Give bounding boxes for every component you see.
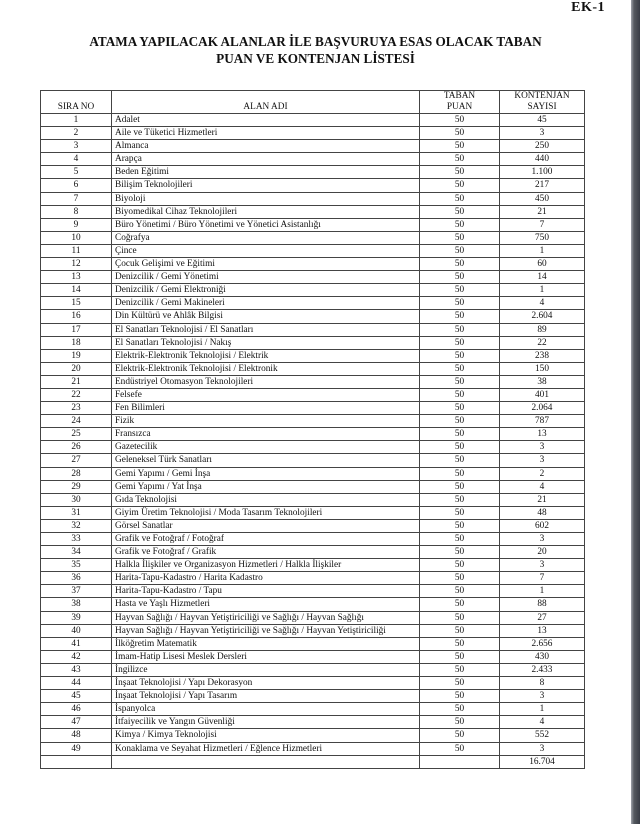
header-kontenjan-line2: SAYISI bbox=[527, 102, 557, 112]
row-kontenjan: 3 bbox=[500, 454, 585, 467]
row-sira-no: 48 bbox=[41, 729, 112, 742]
row-sira-no: 18 bbox=[41, 336, 112, 349]
table-row bbox=[41, 218, 585, 231]
row-alan-adi: İngilizce bbox=[112, 663, 420, 676]
row-kontenjan: 2.604 bbox=[500, 310, 585, 323]
table-row bbox=[41, 388, 585, 401]
row-taban-puan: 50 bbox=[420, 677, 500, 690]
table-row bbox=[41, 441, 585, 454]
row-taban-puan: 50 bbox=[420, 205, 500, 218]
table-row bbox=[41, 585, 585, 598]
table-row bbox=[41, 271, 585, 284]
row-alan-adi: Gıda Teknolojisi bbox=[112, 493, 420, 506]
row-kontenjan: 3 bbox=[500, 127, 585, 140]
row-sira-no: 22 bbox=[41, 388, 112, 401]
table-row bbox=[41, 244, 585, 257]
row-sira-no: 32 bbox=[41, 519, 112, 532]
table-row bbox=[41, 650, 585, 663]
row-kontenjan: 14 bbox=[500, 271, 585, 284]
header-alan-adi: ALAN ADI bbox=[112, 91, 420, 114]
row-sira-no: 14 bbox=[41, 284, 112, 297]
row-kontenjan: 3 bbox=[500, 533, 585, 546]
row-sira-no: 46 bbox=[41, 703, 112, 716]
row-sira-no: 42 bbox=[41, 650, 112, 663]
row-alan-adi: Coğrafya bbox=[112, 231, 420, 244]
row-alan-adi: Fransızca bbox=[112, 428, 420, 441]
row-alan-adi: İtfaiyecilik ve Yangın Güvenliği bbox=[112, 716, 420, 729]
table-row bbox=[41, 402, 585, 415]
row-kontenjan: 440 bbox=[500, 153, 585, 166]
row-sira-no: 34 bbox=[41, 546, 112, 559]
row-sira-no: 20 bbox=[41, 362, 112, 375]
row-alan-adi: İnşaat Teknolojisi / Yapı Dekorasyon bbox=[112, 677, 420, 690]
row-sira-no: 47 bbox=[41, 716, 112, 729]
row-kontenjan: 48 bbox=[500, 506, 585, 519]
table-row bbox=[41, 637, 585, 650]
table-row bbox=[41, 323, 585, 336]
row-kontenjan: 7 bbox=[500, 218, 585, 231]
row-taban-puan: 50 bbox=[420, 231, 500, 244]
row-alan-adi: İspanyolca bbox=[112, 703, 420, 716]
row-taban-puan: 50 bbox=[420, 480, 500, 493]
row-alan-adi: Hayvan Sağlığı / Hayvan Yetiştiriciliği ve Sağlığı / Hayvan Yetiştiriciliği bbox=[112, 624, 420, 637]
row-alan-adi: Geleneksel Türk Sanatları bbox=[112, 454, 420, 467]
row-sira-no: 13 bbox=[41, 271, 112, 284]
row-sira-no: 1 bbox=[41, 114, 112, 127]
table-row bbox=[41, 127, 585, 140]
row-sira-no: 43 bbox=[41, 663, 112, 676]
row-sira-no: 4 bbox=[41, 153, 112, 166]
row-kontenjan: 20 bbox=[500, 546, 585, 559]
row-kontenjan: 3 bbox=[500, 441, 585, 454]
row-alan-adi: Denizcilik / Gemi Yönetimi bbox=[112, 271, 420, 284]
row-sira-no: 23 bbox=[41, 402, 112, 415]
row-kontenjan: 1 bbox=[500, 703, 585, 716]
table-row bbox=[41, 611, 585, 624]
row-taban-puan: 50 bbox=[420, 218, 500, 231]
table-row bbox=[41, 559, 585, 572]
row-kontenjan: 21 bbox=[500, 493, 585, 506]
row-kontenjan: 4 bbox=[500, 480, 585, 493]
row-taban-puan: 50 bbox=[420, 114, 500, 127]
row-taban-puan: 50 bbox=[420, 402, 500, 415]
row-kontenjan: 401 bbox=[500, 388, 585, 401]
row-alan-adi: Denizcilik / Gemi Makineleri bbox=[112, 297, 420, 310]
table-row bbox=[41, 624, 585, 637]
table-row bbox=[41, 336, 585, 349]
row-sira-no: 45 bbox=[41, 690, 112, 703]
row-kontenjan: 1 bbox=[500, 585, 585, 598]
row-taban-puan: 50 bbox=[420, 349, 500, 362]
row-alan-adi: Kimya / Kimya Teknolojisi bbox=[112, 729, 420, 742]
table-row bbox=[41, 114, 585, 127]
row-sira-no: 12 bbox=[41, 258, 112, 271]
table-row bbox=[41, 519, 585, 532]
row-alan-adi: El Sanatları Teknolojisi / Nakış bbox=[112, 336, 420, 349]
table-row bbox=[41, 467, 585, 480]
table-row bbox=[41, 716, 585, 729]
row-sira-no: 6 bbox=[41, 179, 112, 192]
table-row bbox=[41, 493, 585, 506]
table-row bbox=[41, 506, 585, 519]
row-taban-puan: 50 bbox=[420, 519, 500, 532]
row-alan-adi: El Sanatları Teknolojisi / El Sanatları bbox=[112, 323, 420, 336]
row-kontenjan: 430 bbox=[500, 650, 585, 663]
row-kontenjan: 787 bbox=[500, 415, 585, 428]
table-row bbox=[41, 231, 585, 244]
row-sira-no: 15 bbox=[41, 297, 112, 310]
row-taban-puan: 50 bbox=[420, 192, 500, 205]
row-alan-adi: Bilişim Teknolojileri bbox=[112, 179, 420, 192]
row-alan-adi: Harita-Tapu-Kadastro / Tapu bbox=[112, 585, 420, 598]
row-taban-puan: 50 bbox=[420, 742, 500, 755]
row-kontenjan: 7 bbox=[500, 572, 585, 585]
row-alan-adi: Denizcilik / Gemi Elektroniği bbox=[112, 284, 420, 297]
table-row bbox=[41, 572, 585, 585]
table-row bbox=[41, 375, 585, 388]
quota-table bbox=[40, 90, 585, 769]
row-kontenjan: 38 bbox=[500, 375, 585, 388]
viewer-edge-shadow bbox=[631, 0, 640, 824]
row-kontenjan: 2.064 bbox=[500, 402, 585, 415]
row-sira-no: 16 bbox=[41, 310, 112, 323]
header-kontenjan-sayisi bbox=[500, 91, 585, 114]
title-line-2: PUAN VE KONTENJAN LİSTESİ bbox=[216, 51, 415, 66]
row-alan-adi: Büro Yönetimi / Büro Yönetimi ve Yönetici Asistanlığı bbox=[112, 218, 420, 231]
row-sira-no: 7 bbox=[41, 192, 112, 205]
table-row bbox=[41, 663, 585, 676]
table-row bbox=[41, 729, 585, 742]
table-row bbox=[41, 703, 585, 716]
row-kontenjan: 4 bbox=[500, 297, 585, 310]
row-alan-adi: Hayvan Sağlığı / Hayvan Yetiştiriciliği ve Sağlığı / Hayvan Sağlığı bbox=[112, 611, 420, 624]
row-kontenjan: 238 bbox=[500, 349, 585, 362]
row-kontenjan: 45 bbox=[500, 114, 585, 127]
total-kontenjan: 16.704 bbox=[500, 755, 585, 768]
table-row bbox=[41, 428, 585, 441]
row-sira-no: 17 bbox=[41, 323, 112, 336]
row-taban-puan: 50 bbox=[420, 716, 500, 729]
row-kontenjan: 13 bbox=[500, 624, 585, 637]
row-alan-adi: Din Kültürü ve Ahlâk Bilgisi bbox=[112, 310, 420, 323]
row-alan-adi: Arapça bbox=[112, 153, 420, 166]
table-row bbox=[41, 690, 585, 703]
row-taban-puan: 50 bbox=[420, 244, 500, 257]
row-alan-adi: Çince bbox=[112, 244, 420, 257]
row-taban-puan: 50 bbox=[420, 703, 500, 716]
table-row bbox=[41, 205, 585, 218]
row-sira-no: 5 bbox=[41, 166, 112, 179]
row-alan-adi: Beden Eğitimi bbox=[112, 166, 420, 179]
row-taban-puan: 50 bbox=[420, 559, 500, 572]
row-kontenjan: 21 bbox=[500, 205, 585, 218]
header-taban-puan bbox=[420, 91, 500, 114]
row-taban-puan: 50 bbox=[420, 624, 500, 637]
row-taban-puan: 50 bbox=[420, 533, 500, 546]
row-taban-puan: 50 bbox=[420, 729, 500, 742]
row-kontenjan: 3 bbox=[500, 742, 585, 755]
row-kontenjan: 8 bbox=[500, 677, 585, 690]
row-sira-no: 28 bbox=[41, 467, 112, 480]
row-sira-no: 38 bbox=[41, 598, 112, 611]
row-alan-adi: Grafik ve Fotoğraf / Fotoğraf bbox=[112, 533, 420, 546]
row-taban-puan: 50 bbox=[420, 179, 500, 192]
row-sira-no: 33 bbox=[41, 533, 112, 546]
row-taban-puan: 50 bbox=[420, 546, 500, 559]
row-alan-adi: Halkla İlişkiler ve Organizasyon Hizmetleri / Halkla İlişkiler bbox=[112, 559, 420, 572]
row-taban-puan: 50 bbox=[420, 611, 500, 624]
row-taban-puan: 50 bbox=[420, 598, 500, 611]
row-alan-adi: Grafik ve Fotoğraf / Grafik bbox=[112, 546, 420, 559]
table-row bbox=[41, 533, 585, 546]
table-row bbox=[41, 415, 585, 428]
row-alan-adi: Almanca bbox=[112, 140, 420, 153]
row-kontenjan: 27 bbox=[500, 611, 585, 624]
row-kontenjan: 450 bbox=[500, 192, 585, 205]
header-taban-line2: PUAN bbox=[446, 102, 473, 112]
total-empty-cell bbox=[41, 755, 112, 768]
total-empty-cell bbox=[420, 755, 500, 768]
row-sira-no: 29 bbox=[41, 480, 112, 493]
header-sira-no: SIRA NO bbox=[41, 91, 112, 114]
row-sira-no: 35 bbox=[41, 559, 112, 572]
table-body bbox=[41, 114, 585, 756]
row-taban-puan: 50 bbox=[420, 284, 500, 297]
row-sira-no: 3 bbox=[41, 140, 112, 153]
row-alan-adi: Görsel Sanatlar bbox=[112, 519, 420, 532]
page-title bbox=[0, 33, 631, 67]
row-sira-no: 19 bbox=[41, 349, 112, 362]
row-kontenjan: 552 bbox=[500, 729, 585, 742]
row-sira-no: 21 bbox=[41, 375, 112, 388]
row-alan-adi: Endüstriyel Otomasyon Teknolojileri bbox=[112, 375, 420, 388]
row-alan-adi: Fizik bbox=[112, 415, 420, 428]
row-kontenjan: 150 bbox=[500, 362, 585, 375]
row-taban-puan: 50 bbox=[420, 166, 500, 179]
row-alan-adi: Biyomedikal Cihaz Teknolojileri bbox=[112, 205, 420, 218]
row-alan-adi: Gemi Yapımı / Yat İnşa bbox=[112, 480, 420, 493]
total-empty-cell bbox=[112, 755, 420, 768]
table-row bbox=[41, 310, 585, 323]
row-sira-no: 44 bbox=[41, 677, 112, 690]
row-sira-no: 37 bbox=[41, 585, 112, 598]
row-alan-adi: Gazetecilik bbox=[112, 441, 420, 454]
row-taban-puan: 50 bbox=[420, 297, 500, 310]
row-taban-puan: 50 bbox=[420, 362, 500, 375]
header-kontenjan-line1: KONTENJAN bbox=[514, 91, 570, 101]
row-kontenjan: 88 bbox=[500, 598, 585, 611]
row-taban-puan: 50 bbox=[420, 506, 500, 519]
table-row bbox=[41, 742, 585, 755]
table-row bbox=[41, 480, 585, 493]
row-sira-no: 24 bbox=[41, 415, 112, 428]
row-kontenjan: 3 bbox=[500, 690, 585, 703]
row-taban-puan: 50 bbox=[420, 441, 500, 454]
row-sira-no: 8 bbox=[41, 205, 112, 218]
row-alan-adi: Konaklama ve Seyahat Hizmetleri / Eğlence Hizmetleri bbox=[112, 742, 420, 755]
row-sira-no: 30 bbox=[41, 493, 112, 506]
row-sira-no: 10 bbox=[41, 231, 112, 244]
table-total-row bbox=[41, 755, 585, 768]
row-taban-puan: 50 bbox=[420, 271, 500, 284]
table-row bbox=[41, 179, 585, 192]
row-alan-adi: Adalet bbox=[112, 114, 420, 127]
row-taban-puan: 50 bbox=[420, 323, 500, 336]
row-sira-no: 39 bbox=[41, 611, 112, 624]
row-sira-no: 40 bbox=[41, 624, 112, 637]
row-kontenjan: 750 bbox=[500, 231, 585, 244]
table-row bbox=[41, 153, 585, 166]
row-alan-adi: İlköğretim Matematik bbox=[112, 637, 420, 650]
row-alan-adi: Harita-Tapu-Kadastro / Harita Kadastro bbox=[112, 572, 420, 585]
table-row bbox=[41, 362, 585, 375]
table-row bbox=[41, 546, 585, 559]
row-alan-adi: Hasta ve Yaşlı Hizmetleri bbox=[112, 598, 420, 611]
row-taban-puan: 50 bbox=[420, 140, 500, 153]
table-row bbox=[41, 192, 585, 205]
row-sira-no: 41 bbox=[41, 637, 112, 650]
row-sira-no: 26 bbox=[41, 441, 112, 454]
table-row bbox=[41, 454, 585, 467]
row-taban-puan: 50 bbox=[420, 585, 500, 598]
row-sira-no: 2 bbox=[41, 127, 112, 140]
row-alan-adi: Aile ve Tüketici Hizmetleri bbox=[112, 127, 420, 140]
row-kontenjan: 217 bbox=[500, 179, 585, 192]
row-alan-adi: İmam-Hatip Lisesi Meslek Dersleri bbox=[112, 650, 420, 663]
table-row bbox=[41, 258, 585, 271]
row-taban-puan: 50 bbox=[420, 572, 500, 585]
row-taban-puan: 50 bbox=[420, 428, 500, 441]
table-row bbox=[41, 297, 585, 310]
row-taban-puan: 50 bbox=[420, 375, 500, 388]
row-alan-adi: Elektrik-Elektronik Teknolojisi / Elektronik bbox=[112, 362, 420, 375]
row-sira-no: 31 bbox=[41, 506, 112, 519]
row-taban-puan: 50 bbox=[420, 650, 500, 663]
row-alan-adi: Biyoloji bbox=[112, 192, 420, 205]
row-taban-puan: 50 bbox=[420, 663, 500, 676]
row-sira-no: 36 bbox=[41, 572, 112, 585]
row-kontenjan: 22 bbox=[500, 336, 585, 349]
row-taban-puan: 50 bbox=[420, 454, 500, 467]
row-kontenjan: 1.100 bbox=[500, 166, 585, 179]
table-header-row bbox=[41, 91, 585, 114]
row-sira-no: 25 bbox=[41, 428, 112, 441]
row-taban-puan: 50 bbox=[420, 127, 500, 140]
row-taban-puan: 50 bbox=[420, 467, 500, 480]
row-taban-puan: 50 bbox=[420, 388, 500, 401]
row-alan-adi: Felsefe bbox=[112, 388, 420, 401]
row-kontenjan: 250 bbox=[500, 140, 585, 153]
header-taban-line1: TABAN bbox=[443, 91, 476, 101]
row-kontenjan: 1 bbox=[500, 284, 585, 297]
row-kontenjan: 2.656 bbox=[500, 637, 585, 650]
row-sira-no: 9 bbox=[41, 218, 112, 231]
row-alan-adi: Giyim Üretim Teknolojisi / Moda Tasarım Teknolojileri bbox=[112, 506, 420, 519]
row-alan-adi: Gemi Yapımı / Gemi İnşa bbox=[112, 467, 420, 480]
row-kontenjan: 4 bbox=[500, 716, 585, 729]
row-alan-adi: Elektrik-Elektronik Teknolojisi / Elektrik bbox=[112, 349, 420, 362]
row-alan-adi: Çocuk Gelişimi ve Eğitimi bbox=[112, 258, 420, 271]
row-kontenjan: 89 bbox=[500, 323, 585, 336]
table-row bbox=[41, 166, 585, 179]
row-kontenjan: 60 bbox=[500, 258, 585, 271]
row-alan-adi: İnşaat Teknolojisi / Yapı Tasarım bbox=[112, 690, 420, 703]
row-kontenjan: 3 bbox=[500, 559, 585, 572]
row-kontenjan: 2.433 bbox=[500, 663, 585, 676]
row-taban-puan: 50 bbox=[420, 310, 500, 323]
row-kontenjan: 2 bbox=[500, 467, 585, 480]
table-row bbox=[41, 284, 585, 297]
row-taban-puan: 50 bbox=[420, 153, 500, 166]
row-kontenjan: 13 bbox=[500, 428, 585, 441]
table-row bbox=[41, 677, 585, 690]
row-taban-puan: 50 bbox=[420, 637, 500, 650]
table-row bbox=[41, 349, 585, 362]
row-kontenjan: 1 bbox=[500, 244, 585, 257]
row-alan-adi: Fen Bilimleri bbox=[112, 402, 420, 415]
row-taban-puan: 50 bbox=[420, 690, 500, 703]
row-sira-no: 49 bbox=[41, 742, 112, 755]
row-taban-puan: 50 bbox=[420, 336, 500, 349]
row-kontenjan: 602 bbox=[500, 519, 585, 532]
row-taban-puan: 50 bbox=[420, 415, 500, 428]
annex-label: EK-1 bbox=[571, 0, 605, 15]
row-sira-no: 11 bbox=[41, 244, 112, 257]
table-row bbox=[41, 140, 585, 153]
row-taban-puan: 50 bbox=[420, 258, 500, 271]
table-row bbox=[41, 598, 585, 611]
row-sira-no: 27 bbox=[41, 454, 112, 467]
title-line-1: ATAMA YAPILACAK ALANLAR İLE BAŞVURUYA ESAS OLACAK TABAN bbox=[89, 34, 542, 49]
row-taban-puan: 50 bbox=[420, 493, 500, 506]
